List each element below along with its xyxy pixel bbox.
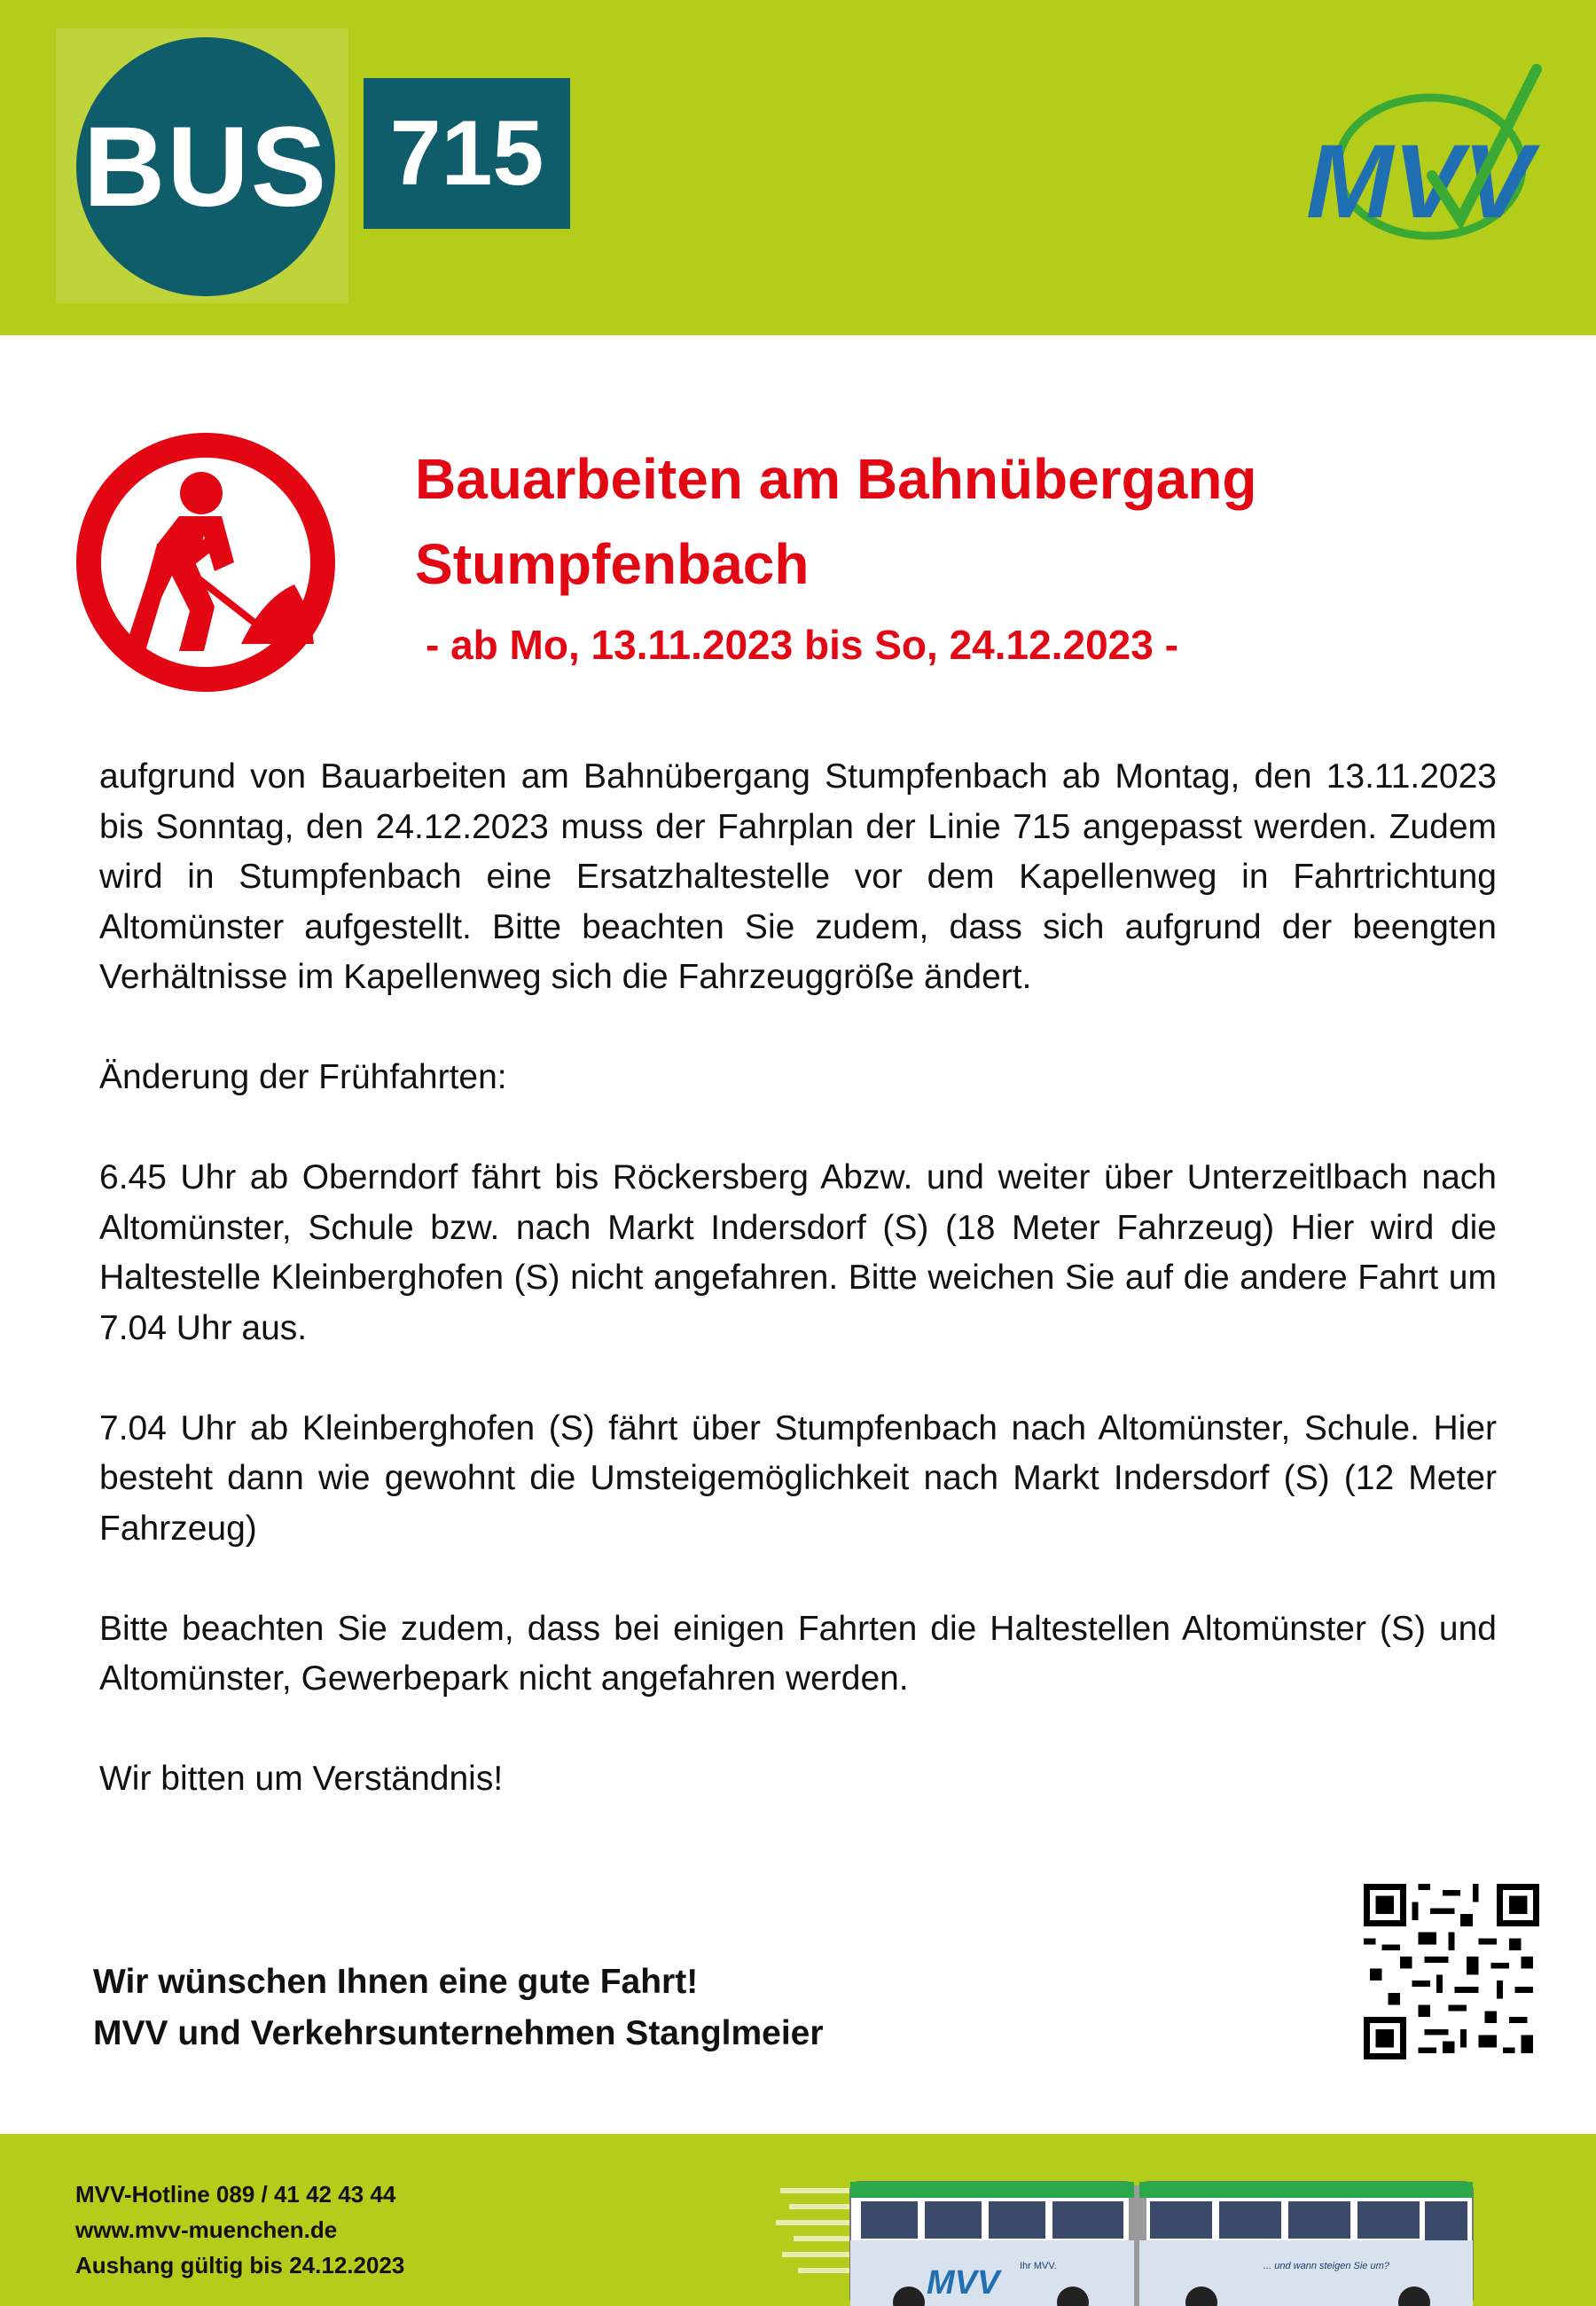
roadworks-sign-icon <box>73 429 339 695</box>
hotline-text: MVV-Hotline 089 / 41 42 43 44 <box>75 2181 396 2208</box>
line-number-badge: 715 <box>364 78 570 229</box>
closing-signature: MVV und Verkehrsunternehmen Stanglmeier <box>93 2014 824 2052</box>
closing-block <box>93 1957 824 2059</box>
intro-paragraph: aufgrund von Bauarbeiten am Bahnübergang Stumpfenbach ab Montag, den 13.11.2023 bis Sonntag, den 24.12.2023 muss der Fahrplan der Linie 715 angepasst werden. Zudem wird in Stumpfenbach eine Ersatzhaltestelle vor dem Kapellenweg in Fahrtrichtung Altomünster aufgestellt. Bitte beachten Sie zudem, dass sich aufgrund der beengten Verhältnisse im Kapellenweg sich die Fahrzeuggröße ändert. <box>99 757 1497 996</box>
mvv-logo-text: MVV <box>1306 123 1533 240</box>
stops-paragraph: Bitte beachten Sie zudem, dass bei einigen Fahrten die Haltestellen Altomünster (S) und Altomünster, Gewerbepark nicht angefahren werden. <box>99 1609 1497 1698</box>
changes-heading: Änderung der Frühfahrten: <box>99 1058 507 1096</box>
footer-contact <box>75 2177 404 2283</box>
notice-title-line1: Bauarbeiten am Bahnübergang <box>415 447 1257 511</box>
bus-ad-text-right: ... und wann steigen Sie um? <box>1264 2261 1389 2271</box>
notice-body <box>99 752 1497 1855</box>
trip-0704-paragraph: 7.04 Uhr ab Kleinberghofen (S) fährt über Stumpfenbach nach Altomünster, Schule. Hier besteht dann wie gewohnt die Umsteigemöglichkeit nach Markt Indersdorf (S) (12 Meter Fahrzeug) <box>99 1408 1497 1548</box>
bus-ad-text-left: Ihr MVV. <box>1020 2261 1057 2271</box>
apology-paragraph: Wir bitten um Verständnis! <box>99 1760 504 1798</box>
articulated-bus-icon <box>847 2169 1476 2306</box>
validity-text: Aushang gültig bis 24.12.2023 <box>75 2252 405 2279</box>
bus-mvv-logo: MVV <box>927 2264 1000 2302</box>
closing-greeting: Wir wünschen Ihnen eine gute Fahrt! <box>93 1963 699 2001</box>
date-range: - ab Mo, 13.11.2023 bis So, 24.12.2023 - <box>426 622 1178 668</box>
trip-0645-paragraph: 6.45 Uhr ab Oberndorf fährt bis Röckersberg Abzw. und weiter über Unterzeitlbach nach Altomünster, Schule bzw. nach Markt Indersdorf (S) (18 Meter Fahrzeug) Hier wird die Haltestelle Kleinberghofen (S) nicht angefahren. Bitte weichen Sie auf die andere Fahrt um 7.04 Uhr aus. <box>99 1158 1497 1347</box>
notice-title <box>415 436 1390 607</box>
notice-title-line2: Stumpfenbach <box>415 532 810 596</box>
website-link[interactable]: www.mvv-muenchen.de <box>75 2216 338 2243</box>
bus-logo: BUS <box>76 37 335 296</box>
qr-code-icon[interactable] <box>1364 1884 1539 2059</box>
mvv-logo-icon <box>1299 62 1543 244</box>
